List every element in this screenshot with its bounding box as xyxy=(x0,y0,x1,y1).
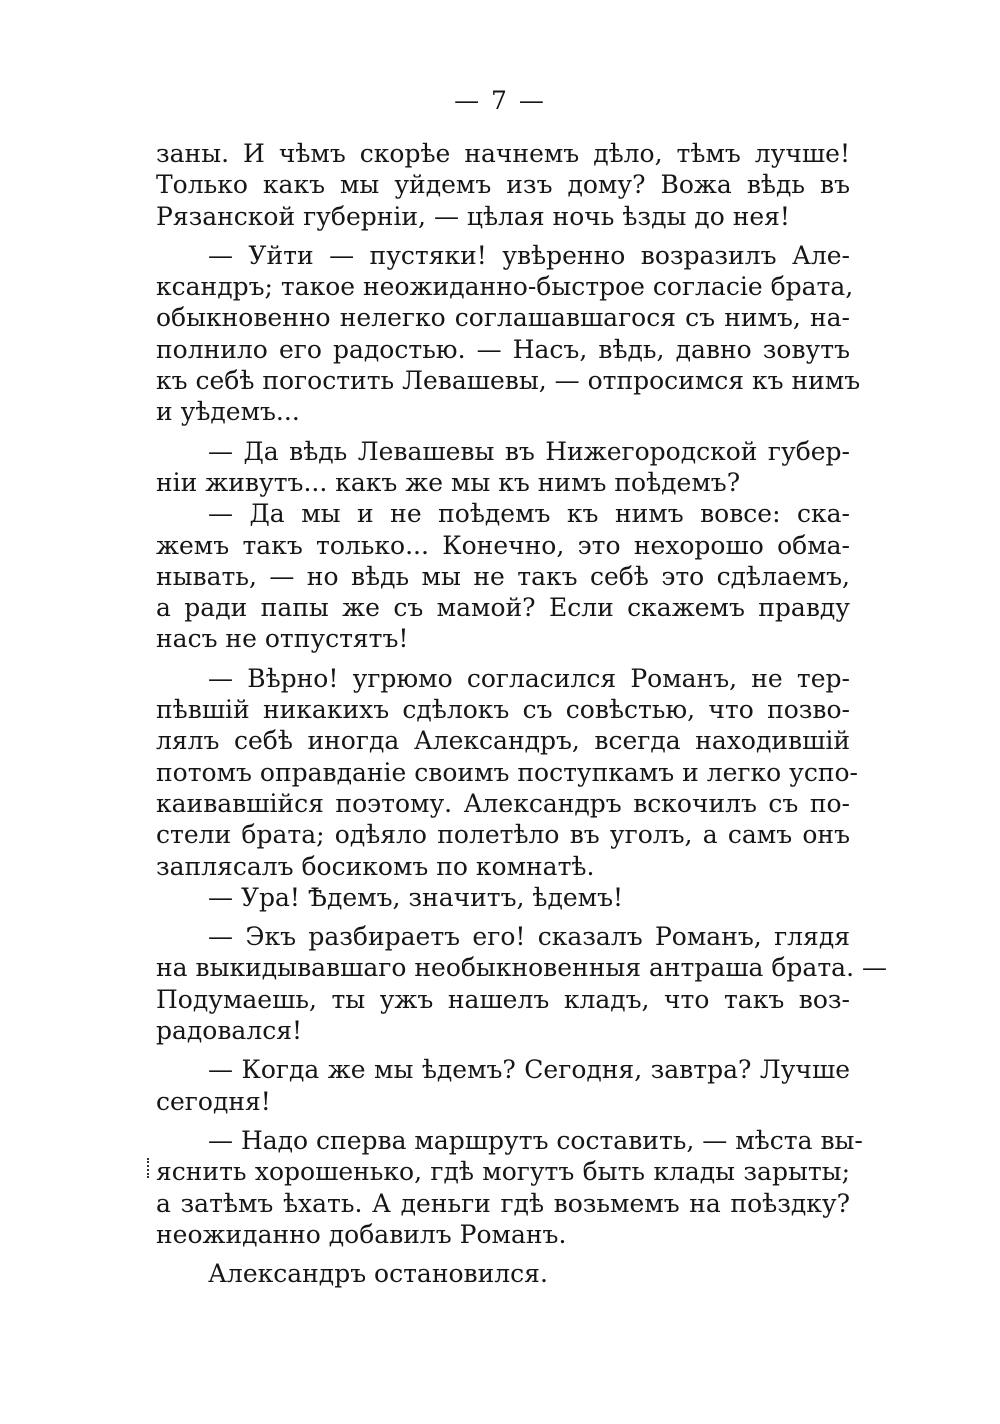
text-line: — Вѣрно! угрюмо согласился Романъ, не тер- xyxy=(208,663,850,693)
text-line: стели брата; одѣяло полетѣло въ уголъ, а самъ онъ xyxy=(156,820,850,850)
body-text xyxy=(156,138,887,1289)
text-line: потомъ оправданіе своимъ поступкамъ и легко успо- xyxy=(156,757,859,787)
paragraph xyxy=(156,240,861,428)
text-line: — Ура! Ѣдемъ, значитъ, ѣдемъ! xyxy=(208,882,624,912)
text-line: — Экъ разбираетъ его! сказалъ Романъ, глядя xyxy=(208,922,850,952)
text-line: каивавшійся поэтому. Александръ вскочилъ съ по- xyxy=(156,788,850,818)
text-line: — Надо сперва маршрутъ составить, — мѣста вы- xyxy=(208,1125,863,1155)
text-line: заны. И чѣмъ скорѣе начнемъ дѣло, тѣмъ лучше! xyxy=(156,139,850,168)
text-line: пѣвшій никакихъ сдѣлокъ съ совѣстью, что позво- xyxy=(156,695,850,725)
text-line: и уѣдемъ... xyxy=(156,397,300,427)
paragraph xyxy=(156,498,850,654)
text-line: — Уйти — пустяки! увѣренно возразилъ Але- xyxy=(208,240,850,270)
text-line: — Когда же мы ѣдемъ? Сегодня, завтра? Лучше xyxy=(208,1055,850,1085)
text-line: а затѣмъ ѣхать. А деньги гдѣ возьмемъ на поѣздку? xyxy=(156,1188,850,1218)
text-line: Только какъ мы уйдемъ изъ дому? Вожа вѣдь въ xyxy=(156,170,850,200)
text-line: обыкновенно нелегко соглашавшагося съ нимъ, на- xyxy=(156,303,850,333)
text-line: — Да вѣдь Левашевы въ Нижегородской губер- xyxy=(208,436,850,466)
text-line: Рязанской губерніи, — цѣлая ночь ѣзды до нея! xyxy=(156,201,790,231)
text-line: ксандръ; такое неожиданно-быстрое согласіе брата, xyxy=(156,272,854,302)
text-line: а ради папы же съ мамой? Если скажемъ правду xyxy=(156,593,850,623)
text-line: къ себѣ погостить Левашевы, — отпросимся къ нимъ xyxy=(156,366,861,396)
text-line: неожиданно добавилъ Романъ. xyxy=(156,1219,567,1249)
text-line: — Да мы и не поѣдемъ къ нимъ вовсе: ска- xyxy=(208,499,850,529)
text-line: радовался! xyxy=(156,1016,303,1046)
paragraph xyxy=(156,138,850,232)
text-line: насъ не отпустятъ! xyxy=(156,624,409,654)
text-line: сегодня! xyxy=(156,1086,271,1116)
margin-mark xyxy=(147,1158,151,1178)
text-line: полнило его радостью. — Насъ, вѣдь, давно зовутъ xyxy=(156,334,850,364)
paragraph xyxy=(156,1258,850,1289)
text-line: на выкидывавшаго необыкновенныя антраша брата. — xyxy=(156,953,887,983)
text-line: ніи живутъ... какъ же мы къ нимъ поѣдемъ? xyxy=(156,467,741,497)
text-line: лялъ себѣ иногда Александръ, всегда находившій xyxy=(156,726,850,756)
paragraph xyxy=(156,436,850,499)
paragraph xyxy=(156,921,887,1046)
paragraph xyxy=(156,663,859,882)
text-line: заплясалъ босикомъ по комнатѣ. xyxy=(156,851,595,881)
paragraph xyxy=(156,1054,850,1117)
paragraph xyxy=(156,1125,863,1250)
page-number: — 7 — xyxy=(454,86,546,115)
paragraph xyxy=(156,882,850,913)
text-line: жемъ такъ только... Конечно, это нехорошо обма- xyxy=(156,530,850,560)
text-line: нывать, — но вѣдь мы не такъ себѣ это сдѣлаемъ, xyxy=(156,561,850,591)
text-line: Александръ остановился. xyxy=(208,1259,548,1289)
text-line: яснить хорошенько, гдѣ могутъ быть клады зарыты; xyxy=(156,1157,850,1187)
text-line: Подумаешь, ты ужъ нашелъ кладъ, что такъ воз- xyxy=(156,984,850,1014)
